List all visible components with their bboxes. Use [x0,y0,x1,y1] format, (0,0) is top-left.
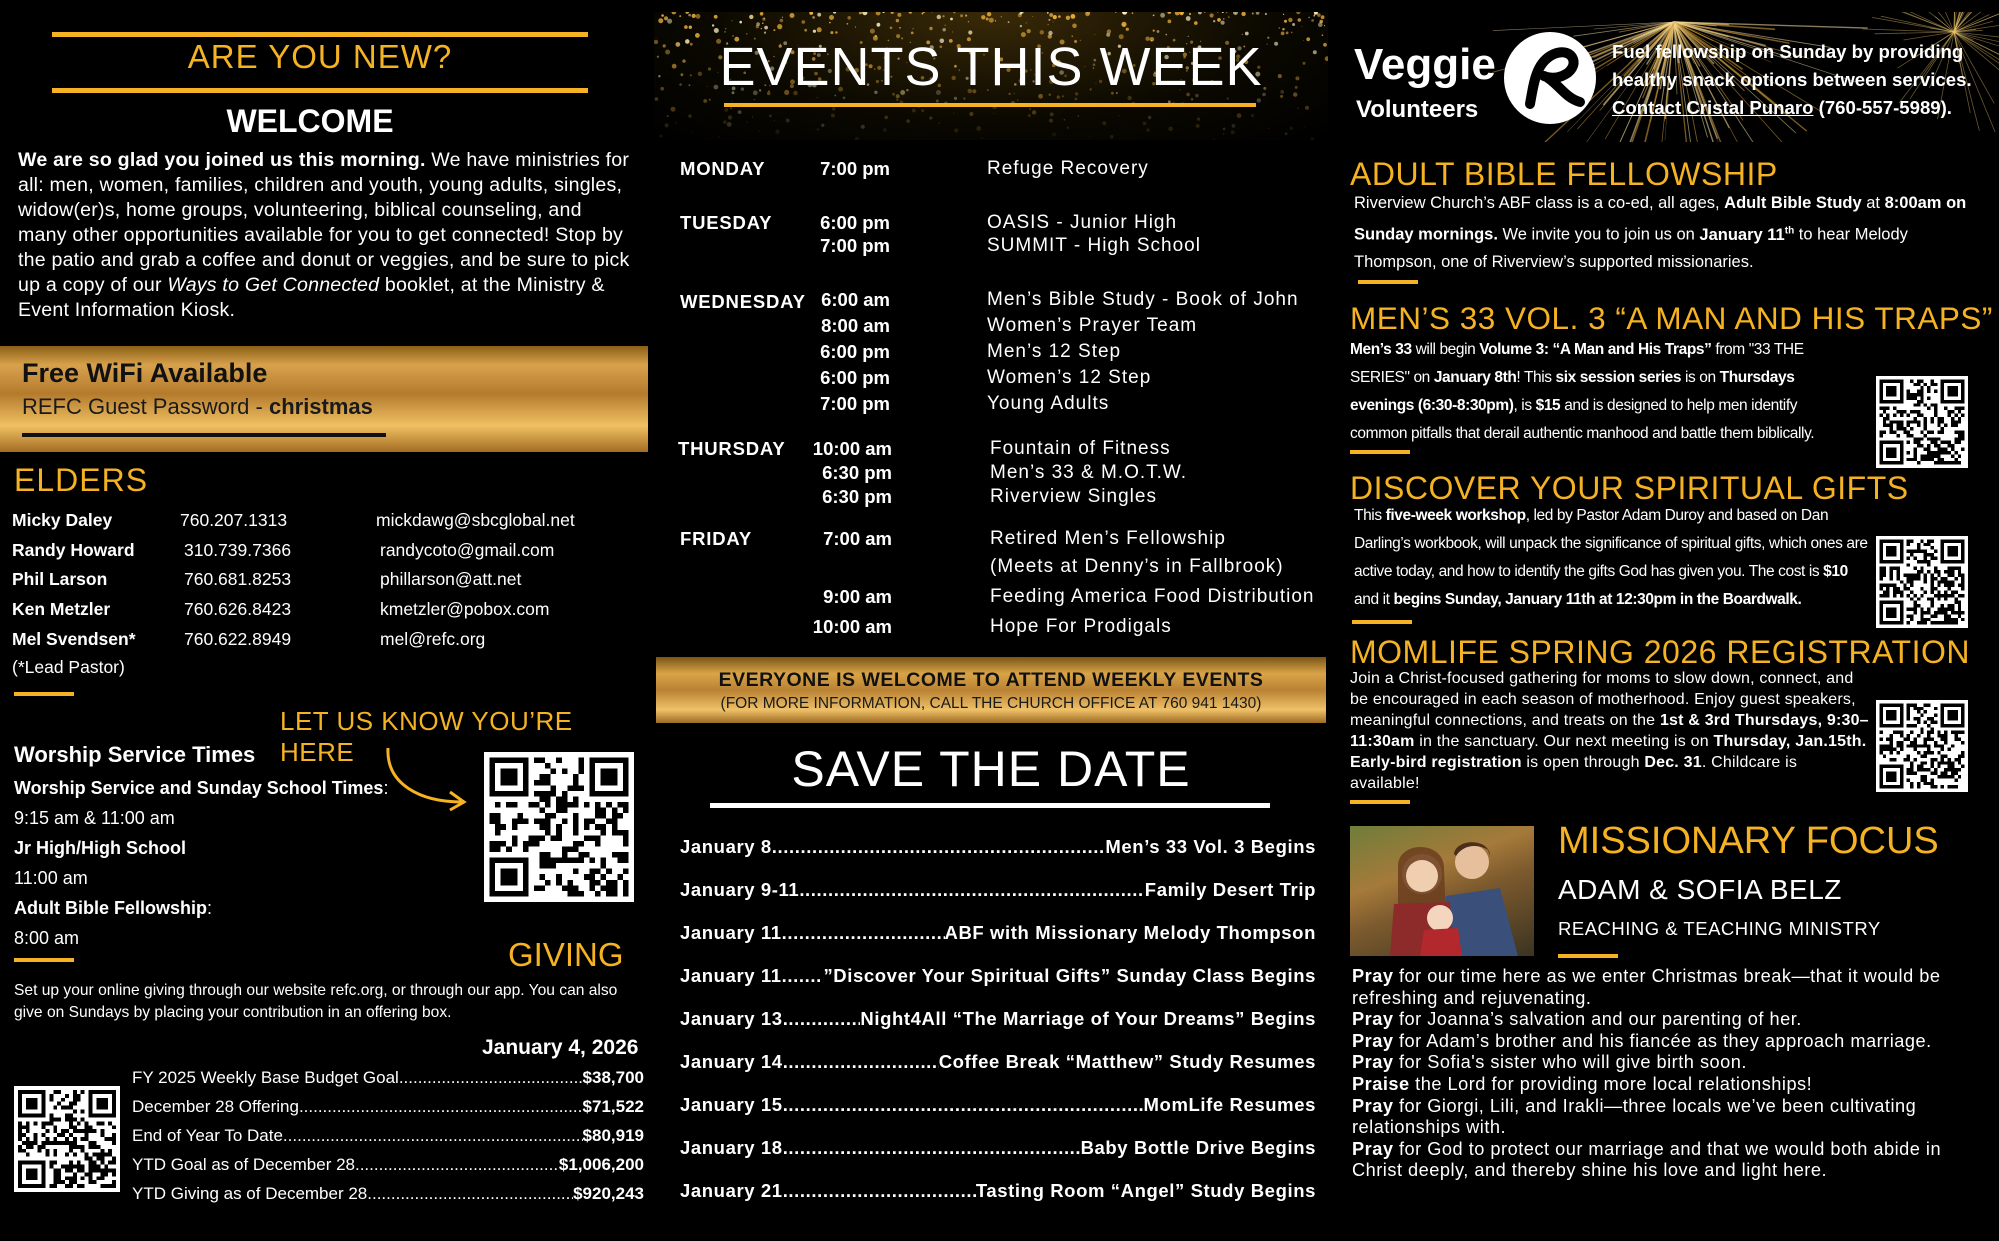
info-line: (FOR MORE INFORMATION, CALL THE CHURCH OFFICE AT 760 941 1430) [720,695,1262,712]
elder-row [12,540,632,570]
worship-line [14,808,175,829]
divider [1350,800,1410,804]
prayer-verb: Pray [1352,1052,1394,1073]
save-date: January 14 [680,1051,783,1072]
event-time: 7:00 pm [820,393,890,414]
divider [14,958,74,962]
save-date-row [680,965,1316,991]
worship-line-suffix: : [207,898,213,918]
elder-email[interactable]: randycoto@gmail.com [380,540,555,560]
elder-name: Mel Svendsen* [12,629,136,649]
event-day: FRIDAY [680,528,752,549]
save-date-row [680,1008,1316,1034]
prayer-verb: Pray [1352,1009,1394,1030]
giving-row [132,1068,644,1094]
event-day: WEDNESDAY [680,291,806,312]
gifts-qr-code[interactable] [1876,536,1968,628]
save-date: January 11 [680,965,782,986]
elder-phone: 760.622.8949 [184,629,292,649]
save-date-row [680,1094,1316,1120]
giving-value: $80,919 [582,1126,644,1145]
giving-text: Set up your online giving through our website refc.org, or through our app. You can also give on Sundays by placing your contribution in an offering box. [14,982,618,1021]
giving-label: FY 2025 Weekly Base Budget Goal [132,1068,399,1087]
momlife-heading: MOMLIFE SPRING 2026 REGISTRATION [1350,634,1970,670]
divider [14,692,74,696]
elder-phone: 760.626.8423 [184,599,292,619]
abf-text: Riverview Church’s ABF class is a co-ed, all ages, Adult Bible Study at 8:00am on Sunday mornings. We invite you to join us on January 11th to hear Melody Thompson, one of Riverview’s supported missionaries. [1354,194,1967,271]
leader-dots [355,1155,559,1181]
missionary-names: ADAM & SOFIA BELZ [1558,874,1842,905]
giving-row [132,1097,644,1123]
prayer-verb: Pray [1352,966,1394,986]
event-name: Feeding America Food Distribution [990,586,1315,607]
save-date: January 18 [680,1137,783,1158]
divider [22,433,386,437]
leader-dots [782,922,945,948]
leader-dots [783,1094,1144,1120]
save-the-date-heading: SAVE THE DATE [791,741,1191,797]
save-date-row [680,1180,1316,1206]
worship-line-text: 8:00 am [14,928,80,948]
worship-line-text: Adult Bible Fellowship [14,898,207,918]
veggie-subtitle: Volunteers [1356,96,1479,123]
contact-link[interactable]: Contact Cristal Punaro [1612,97,1814,118]
lead-pastor-note: (*Lead Pastor) [12,657,125,677]
event-time: 8:00 am [821,315,890,336]
event-name: (Meets at Denny’s in Fallbrook) [990,556,1284,577]
event-time: 6:30 pm [822,486,892,507]
middle-column [650,0,1332,1241]
missionary-photo [1350,826,1534,956]
prayer-verb: Pray [1352,1138,1394,1159]
giving-date: January 4, 2026 [482,1036,639,1059]
leader-dots [367,1184,573,1210]
veggie-title: Veggie [1354,40,1496,89]
abf-heading: ADULT BIBLE FELLOWSHIP [1350,156,1778,192]
event-name: Women’s Prayer Team [987,315,1198,336]
event-day: MONDAY [680,158,766,179]
event-name: Men’s Bible Study - Book of John [987,289,1299,310]
prayer-verb: Praise [1352,1073,1410,1094]
worship-line-text: Jr High/High School [14,838,187,858]
missionary-ministry: REACHING & TEACHING MINISTRY [1558,918,1881,939]
giving-row [132,1126,644,1152]
giving-value: $920,243 [573,1184,644,1203]
elder-row [12,510,632,540]
save-date: January 21 [680,1180,783,1201]
worship-line [14,928,79,949]
prayer-text: for Adam’s brother and his fiancée as they approach marriage. [1393,1030,1932,1051]
save-date-row [680,1051,1316,1077]
gifts-text: This five-week workshop, led by Pastor Adam Duroy and based on Dan Darling’s workbook, will unpack the significance of spiritual gifts, which ones are active today, and how to identify the gifts God has given you. The cost is $10 and it begins Sunday, January 11th at 12:30pm in the Boardwalk. [1354,507,1868,608]
prayer-text: for Joanna’s salvation and our parenting of her. [1393,1009,1802,1030]
checkin-qr-code[interactable] [484,752,634,902]
event-time: 9:00 am [823,586,892,607]
save-date-title: Tasting Room “Angel” Study Begins [975,1180,1316,1201]
event-time: 7:00 am [823,528,892,549]
save-date-row [680,1137,1316,1163]
elder-name: Micky Daley [12,510,113,530]
worship-heading: Worship Service Times [14,742,256,767]
giving-qr-code[interactable] [14,1086,120,1192]
event-name: OASIS - Junior High [987,212,1178,233]
wifi-title: Free WiFi Available [22,358,268,388]
events-heading: EVENTS THIS WEEK [719,37,1263,97]
elder-phone: 760.681.8253 [184,569,292,589]
worship-line-text: Worship Service and Sunday School Times [14,778,384,798]
let-us-know-heading: LET US KNOW YOU’RE HERE [280,706,573,767]
missionary-focus-heading: MISSIONARY FOCUS [1558,820,1939,862]
divider [1350,450,1410,454]
worship-line-text: 9:15 am & 11:00 am [14,808,175,828]
worship-line [14,898,212,919]
prayer-text: for Giorgi, Lili, and Irakli—three locals we’ve been cultivating relationships with. [1352,1095,1917,1138]
save-date-title: MomLife Resumes [1143,1094,1316,1115]
elder-name: Ken Metzler [12,599,111,619]
save-date-title: Men’s 33 Vol. 3 Begins [1105,836,1316,857]
save-date-title: Family Desert Trip [1144,879,1316,900]
divider [1352,620,1412,624]
leader-dots [783,1051,939,1077]
prayer-text: for God to protect our marriage and that we would both abide in Christ deeply, and thereby shine his love and light here. [1352,1138,1942,1181]
mens-qr-code[interactable] [1876,376,1968,468]
event-name: Men’s 12 Step [987,341,1122,362]
giving-value: $71,522 [582,1097,644,1116]
leader-dots [283,1126,583,1152]
leader-dots [399,1068,583,1094]
prayer-item [1352,1031,1992,1053]
worship-line [14,778,388,799]
save-date: January 15 [680,1094,783,1115]
prayer-item [1352,1052,1992,1074]
elder-row [12,599,632,629]
curved-arrow-icon [380,744,470,812]
giving-label: December 28 Offering [132,1097,299,1116]
prayer-item [1352,1139,1992,1182]
elder-phone: 310.739.7366 [184,540,292,560]
event-name: Refuge Recovery [987,158,1149,179]
save-date-title: Night4All “The Marriage of Your Dreams” Begins [860,1008,1316,1029]
event-name: Women’s 12 Step [987,367,1152,388]
event-time: 7:00 pm [820,235,890,256]
leader-dots [783,1008,861,1034]
leader-dots [299,1097,583,1123]
elder-name: Randy Howard [12,540,135,560]
save-date-row [680,836,1316,862]
divider [52,32,588,37]
worship-line-text: 11:00 am [14,868,88,888]
giving-label: YTD Giving as of December 28 [132,1184,368,1203]
save-date-title: Baby Bottle Drive Begins [1080,1137,1316,1158]
divider [710,803,1270,808]
event-name: Young Adults [987,393,1110,414]
welcome-line: EVERYONE IS WELCOME TO ATTEND WEEKLY EVENTS [718,669,1264,691]
prayer-list [1352,966,1992,1182]
church-logo [1504,32,1596,124]
event-name: Fountain of Fitness [990,438,1171,459]
giving-value: $1,006,200 [558,1155,644,1174]
elders-heading: ELDERS [14,462,149,498]
giving-heading: GIVING [508,936,624,973]
event-time: 6:00 pm [820,341,890,362]
leader-dots [799,879,1144,905]
event-time: 6:00 pm [820,367,890,388]
are-you-new-heading: ARE YOU NEW? [187,38,453,75]
event-name: SUMMIT - High School [987,235,1201,256]
prayer-item [1352,1074,1992,1096]
save-date-title: Coffee Break “Matthew” Study Resumes [938,1051,1316,1072]
gifts-heading: DISCOVER YOUR SPIRITUAL GIFTS [1350,470,1909,506]
wifi-password: REFC Guest Password - christmas [22,394,373,419]
event-time: 6:30 pm [822,462,892,483]
event-time: 10:00 am [812,438,892,459]
divider [52,88,588,93]
giving-row [132,1155,644,1181]
welcome-banner [656,657,1326,723]
divider [1558,954,1618,958]
giving-row [132,1184,644,1210]
giving-label: YTD Goal as of December 28 [132,1155,355,1174]
leader-dots [782,965,824,991]
event-day: THURSDAY [678,438,786,459]
elder-name: Phil Larson [12,569,108,589]
event-name: Retired Men’s Fellowship [990,528,1226,549]
veggie-text: Fuel fellowship on Sunday by providing healthy snack options between services. Contact Cristal Punaro (760-557-5989). [1612,41,1972,118]
leader-dots [772,836,1106,862]
momlife-qr-code[interactable] [1876,700,1968,792]
elder-email[interactable]: mickdawg@sbcglobal.net [376,510,575,530]
prayer-verb: Pray [1352,1095,1394,1116]
prayer-text: for Sofia's sister who will give birth soon. [1393,1052,1747,1073]
save-date-title: ”Discover Your Spiritual Gifts” Sunday Class Begins [823,965,1316,986]
left-column [0,0,650,1241]
event-name: Men’s 33 & M.O.T.W. [990,462,1188,483]
prayer-item [1352,1096,1992,1139]
save-date: January 8 [680,836,772,857]
elder-email[interactable]: kmetzler@pobox.com [380,599,550,619]
save-date: January 9-11 [680,879,800,900]
elder-phone: 760.207.1313 [180,510,288,530]
mens-heading: MEN’S 33 VOL. 3 “A MAN AND HIS TRAPS” [1350,300,1993,336]
event-time: 10:00 am [812,616,892,637]
welcome-heading: WELCOME [226,103,394,139]
event-time: 6:00 pm [820,212,890,233]
leader-dots [783,1137,1081,1163]
giving-label: End of Year To Date [132,1126,283,1145]
save-date-title: ABF with Missionary Melody Thompson [944,922,1316,943]
prayer-text: the Lord for providing more local relationships! [1409,1073,1813,1094]
prayer-text: for our time here as we enter Christmas break—that it would be refreshing and rejuvenating. [1352,966,1941,1008]
event-time: 6:00 am [821,289,890,310]
elder-row [12,569,632,599]
event-day: TUESDAY [680,212,773,233]
prayer-item [1352,1009,1992,1031]
save-date: January 13 [680,1008,783,1029]
leader-dots [783,1180,976,1206]
elder-email[interactable]: mel@refc.org [380,629,486,649]
save-date-row [680,879,1316,905]
elder-row [12,629,632,659]
giving-value: $38,700 [582,1068,644,1087]
worship-line [14,868,88,889]
save-date-row [680,922,1316,948]
veggie-banner [1344,12,1999,142]
elder-email[interactable]: phillarson@att.net [380,569,522,589]
prayer-item [1352,966,1992,1009]
divider [1358,280,1418,284]
save-date: January 11 [680,922,782,943]
momlife-text: Join a Christ-focused gathering for moms to slow down, connect, and be encouraged in each season of motherhood. Enjoy guest speakers, meaningful connections, and treats on the 1st & 3rd Thursdays, 9:30–11:30am in the sanctuary. Our next meeting is on Thursday, Jan.15th. Early-bird registration is open through Dec. 31. Childcare is available! [1350,670,1869,792]
worship-line [14,838,186,859]
welcome-paragraph: We are so glad you joined us this morning. We have ministries for all: men, women, families, children and youth, young adults, singles, widow(er)s, home groups, volunteering, biblical counseling, and many other opportunities available for you to get connected! Stop by the patio and grab a coffee and donut or veggies, and be sure to pick up a copy of our Ways to Get Connected booklet, at the Ministry & Event Information Kiosk. [18,149,630,321]
event-name: Hope For Prodigals [990,616,1172,637]
prayer-verb: Pray [1352,1030,1394,1051]
event-time: 7:00 pm [820,158,890,179]
right-column [1332,0,1999,1241]
wifi-box [0,346,648,452]
divider [724,103,1256,107]
mens-text: Men’s 33 will begin Volume 3: “A Man and His Traps” from "33 THE SERIES" on January 8th! This six session series is on Thursdays evenings (6:30-8:30pm), is $15 and is designed to help men identify common pitfalls that derail authentic manhood and battle them biblically. [1350,341,1815,442]
event-name: Riverview Singles [990,486,1157,507]
worship-line-suffix: : [383,778,389,798]
